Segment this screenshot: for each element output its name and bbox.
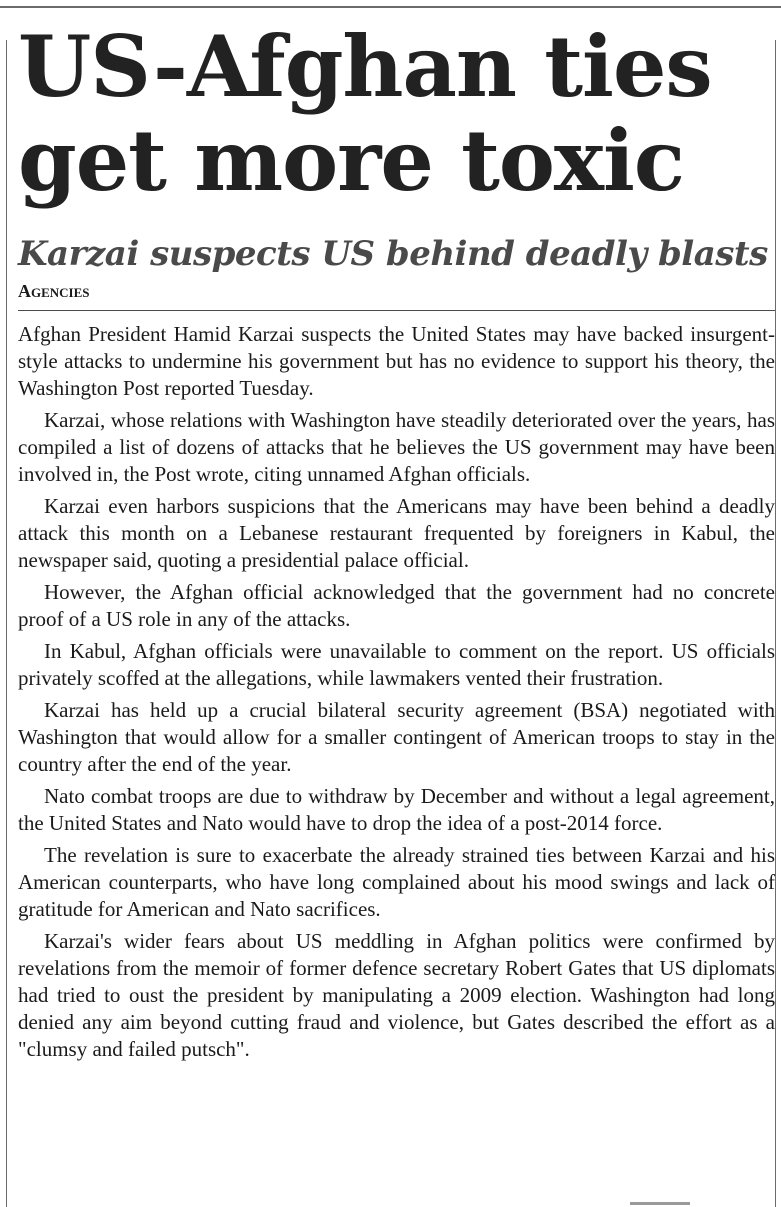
right-column-rule — [775, 40, 776, 1207]
article-paragraph: Karzai has held up a crucial bilateral security agreement (BSA) negotiated with Washington that would allow for a smaller contingent of American troops to stay in the country after the end of the year. — [18, 698, 775, 776]
article-paragraph: However, the Afghan official acknowledged that the government had no concrete proof of a US role in any of the attacks. — [18, 580, 775, 631]
article-paragraph: Nato combat troops are due to withdraw by December and without a legal agreement, the United States and Nato would have to drop the idea of a post-2014 force. — [18, 784, 775, 835]
headline: US-Afghan ties get more toxic — [18, 17, 712, 210]
article-paragraph: Karzai, whose relations with Washington have steadily deteriorated over the years, has compiled a list of dozens of attacks that he believes the US government may have been involved in, the Post wrote, citing unnamed Afghan officials. — [18, 408, 775, 486]
continuation-mark — [630, 1202, 690, 1205]
top-border-rule — [0, 6, 781, 8]
article-paragraph: Karzai even harbors suspicions that the Americans may have been behind a deadly attack this month on a Lebanese restaurant frequented by foreigners in Kabul, the newspaper said, quoting a presidential palace official. — [18, 494, 775, 572]
article-paragraph: The revelation is sure to exacerbate the already strained ties between Karzai and his American counterparts, who have long complained about his mood swings and lack of gratitude for American and Nato sacrifices. — [18, 843, 775, 921]
byline-divider — [18, 310, 775, 311]
article-paragraph: Karzai's wider fears about US meddling in Afghan politics were confirmed by revelations from the memoir of former defence secretary Robert Gates that US diplomats had tried to oust the president by manipulating a 2009 election. Washington had long denied any aim beyond cutting fraud and violence, but Gates described the effort as a "clumsy and failed putsch". — [18, 929, 775, 1061]
byline: Agencies — [18, 281, 90, 301]
subheadline: Karzai suspects US behind deadly blasts — [18, 234, 768, 274]
news-article — [18, 17, 775, 1068]
article-body — [18, 321, 775, 1063]
article-paragraph: Afghan President Hamid Karzai suspects the United States may have backed insurgent-style attacks to undermine his government but has no evidence to support his theory, the Washington Post reported Tuesday. — [18, 322, 775, 400]
left-column-rule — [6, 40, 7, 1207]
article-paragraph: In Kabul, Afghan officials were unavailable to comment on the report. US officials privately scoffed at the allegations, while lawmakers vented their frustration. — [18, 639, 775, 690]
